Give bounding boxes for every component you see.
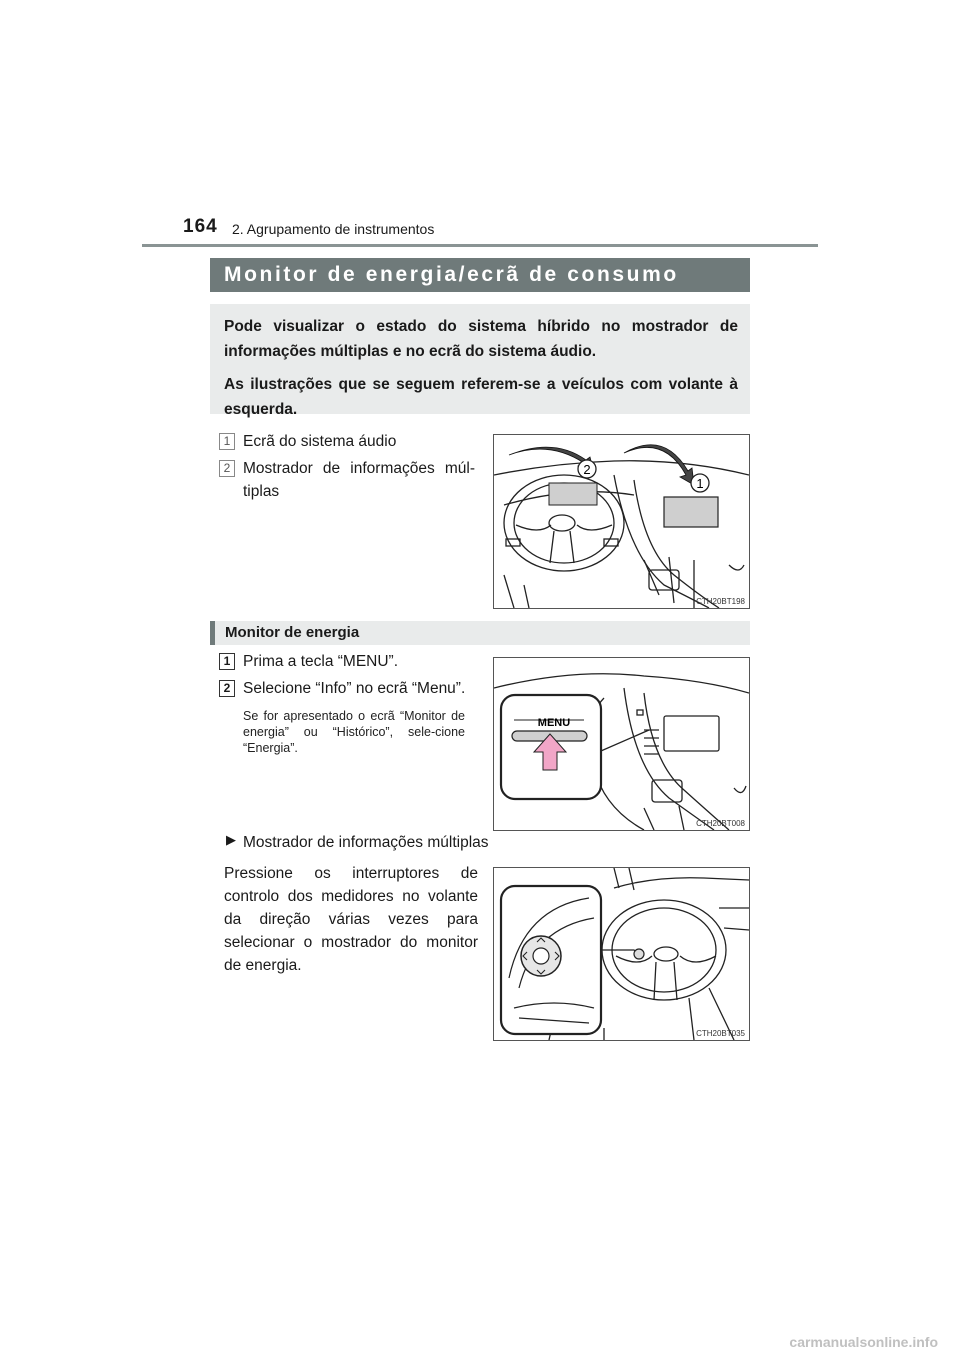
menu-button-label: MENU bbox=[537, 717, 571, 729]
legend-number-1: 1 bbox=[219, 433, 235, 450]
legend-text-1: Ecrã do sistema áudio bbox=[243, 433, 397, 450]
page-number: 164 bbox=[183, 216, 218, 237]
callout-1-label: 1 bbox=[696, 476, 704, 491]
intro-paragraph-1: Pode visualizar o estado do sistema híbrido no mostrador de informações múltiplas e no ecrã do sistema áudio. bbox=[224, 318, 738, 360]
chapter-title: 2. Agrupamento de instrumentos bbox=[232, 221, 435, 237]
steering-switch-illustration bbox=[494, 868, 749, 1040]
figure-code: CTH20BT035 bbox=[696, 1029, 745, 1038]
multi-display-heading: Mostrador de informações múltiplas bbox=[243, 834, 489, 851]
step-text-2: Selecione “Info” no ecrã “Menu”. bbox=[243, 680, 466, 697]
intro-paragraph-2: As ilustrações que se seguem referem-se a veículos com volante à esquerda. bbox=[224, 376, 738, 418]
subsection-heading: Monitor de energia bbox=[210, 621, 750, 645]
triangle-bullet-icon: ▶ bbox=[226, 832, 236, 847]
watermark: carmanualsonline.info bbox=[789, 1334, 938, 1350]
header-divider bbox=[142, 244, 818, 247]
steering-switch-figure bbox=[493, 867, 750, 1041]
dashboard-illustration bbox=[494, 435, 749, 608]
callout-2-label: 2 bbox=[583, 462, 591, 477]
step-number-1: 1 bbox=[219, 653, 235, 670]
menu-button-figure bbox=[493, 657, 750, 831]
step-number-2: 2 bbox=[219, 680, 235, 697]
dashboard-figure bbox=[493, 434, 750, 609]
figure-code: CTH20BT198 bbox=[696, 597, 745, 606]
multi-display-body: Pressione os interruptores de controlo dos medidores no volante da direção várias vezes para selecionar o mostrador do monitor de energia. bbox=[224, 865, 478, 974]
legend-text-2: Mostrador de informações múl-tiplas bbox=[243, 460, 475, 500]
legend-number-2: 2 bbox=[219, 460, 235, 477]
step-note: Se for apresentado o ecrã “Monitor de energia” ou “Histórico”, sele-cione “Energia”. bbox=[243, 709, 465, 755]
menu-button-illustration bbox=[494, 658, 749, 830]
figure-code: CTH20BT008 bbox=[696, 819, 745, 828]
step-text-1: Prima a tecla “MENU”. bbox=[243, 653, 399, 670]
section-title: Monitor de energia/ecrã de consumo bbox=[210, 258, 750, 292]
intro-box bbox=[210, 304, 750, 418]
